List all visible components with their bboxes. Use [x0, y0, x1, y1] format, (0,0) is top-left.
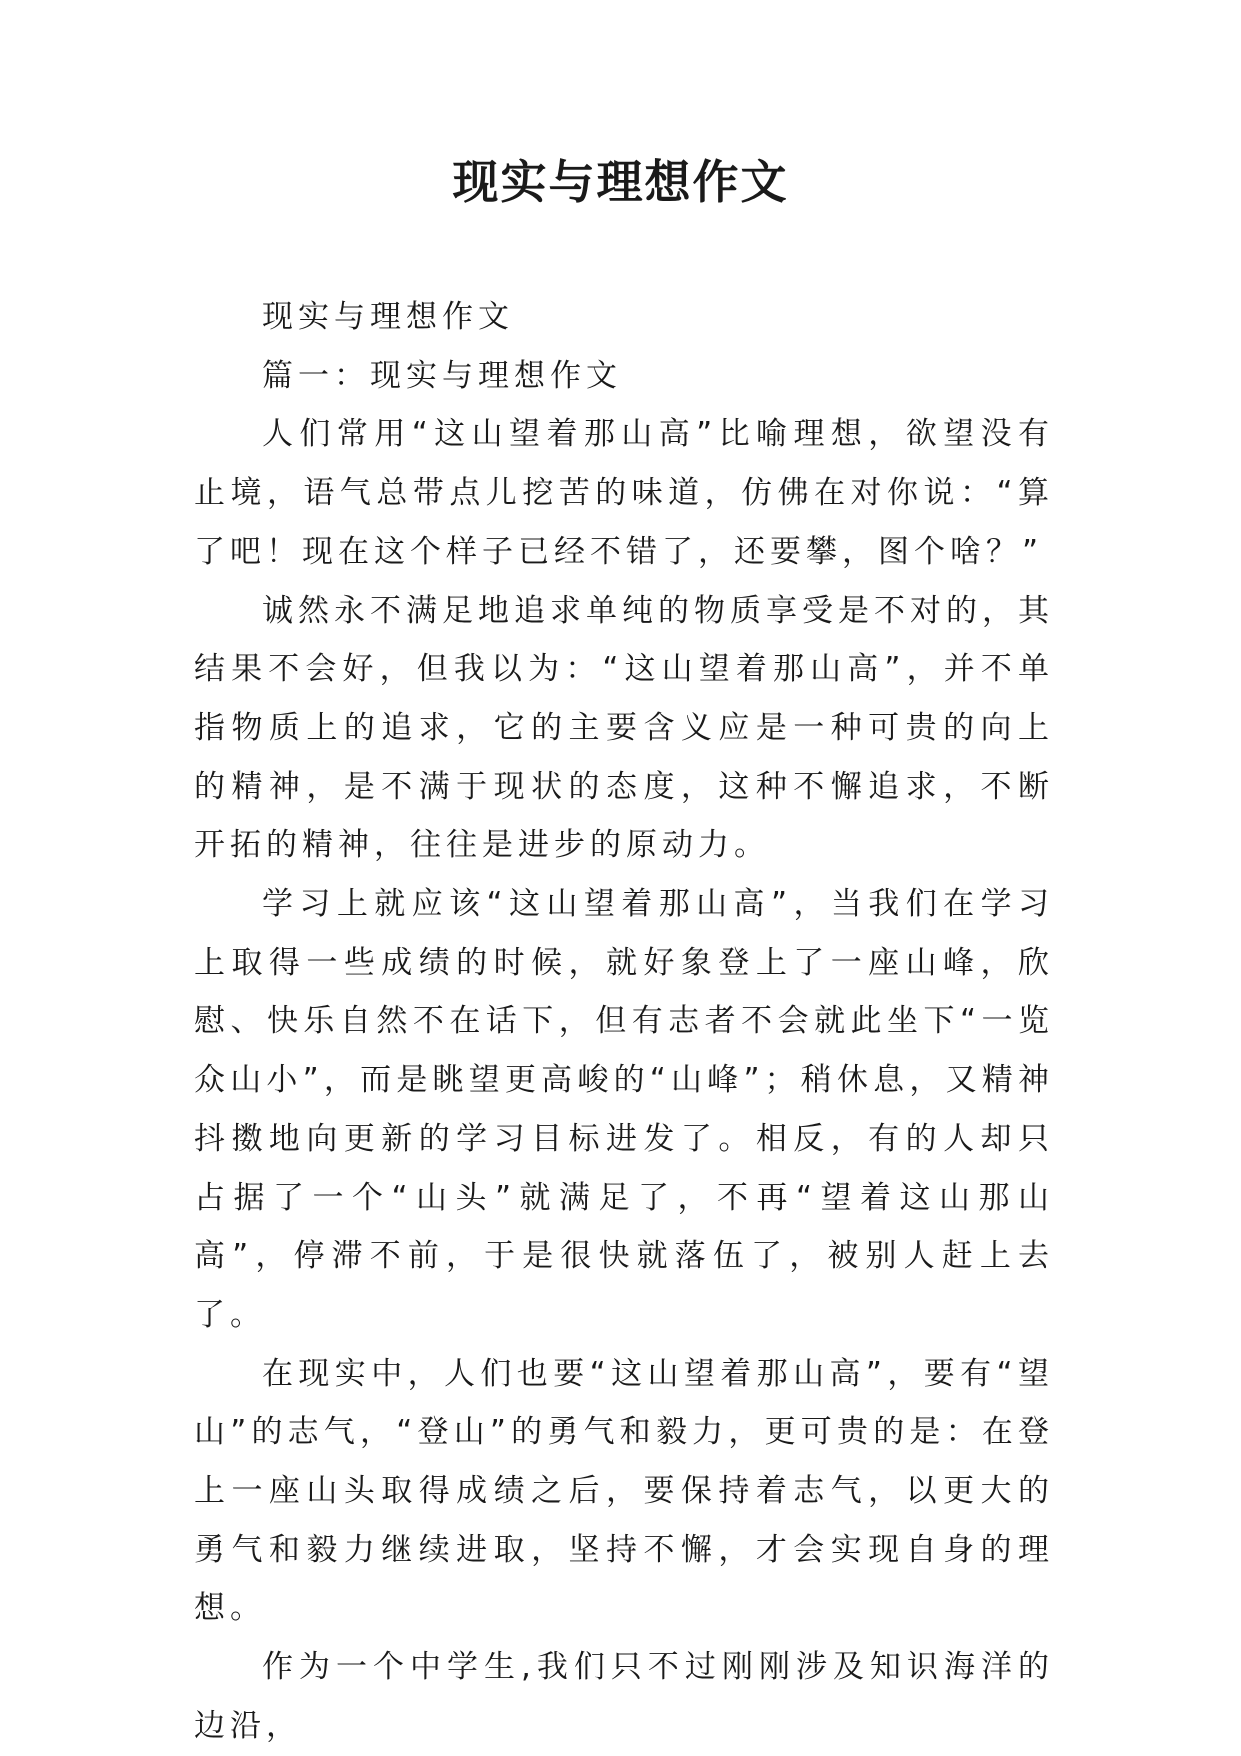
- document-body: [194, 288, 1054, 1756]
- paragraph: 作为一个中学生,我们只不过刚刚涉及知识海洋的边沿，: [194, 1649, 1054, 1744]
- paragraph: 学习上就应该“这山望着那山高”，当我们在学习上取得一些成绩的时候，就好象登上了一座山峰，欣慰、快乐自然不在话下，但有志者不会就此坐下“一览众山小”，而是眺望更高峻的“山峰”；稍休息，又精神抖擞地向更新的学习目标进发了。相反，有的人却只占据了一个“山头”就满足了，不再“望着这山那山高”，停滞不前，于是很快就落伍了，被别人赶上去了。: [194, 886, 1054, 1333]
- paragraph: 人们常用“这山望着那山高”比喻理想，欲望没有止境，语气总带点儿挖苦的味道，仿佛在对你说：“算了吧！现在这个样子已经不错了，还要攀，图个啥？”: [194, 416, 1054, 570]
- paragraph: 在现实中，人们也要“这山望着那山高”，要有“望山”的志气，“登山”的勇气和毅力，更可贵的是：在登上一座山头取得成绩之后，要保持着志气，以更大的勇气和毅力继续进取，坚持不懈，才会实现自身的理想。: [194, 1355, 1054, 1627]
- paragraph-section-title: 篇一：现实与理想作文: [262, 357, 622, 394]
- paragraph: 诚然永不满足地追求单纯的物质享受是不对的，其结果不会好，但我以为：“这山望着那山高”，并不单指物质上的追求，它的主要含义应是一种可贵的向上的精神，是不满于现状的态度，这种不懈追求，不断开拓的精神，往往是进步的原动力。: [194, 592, 1054, 864]
- document-title: 现实与理想作文: [452, 155, 789, 209]
- paragraph-heading: 现实与理想作文: [262, 299, 514, 335]
